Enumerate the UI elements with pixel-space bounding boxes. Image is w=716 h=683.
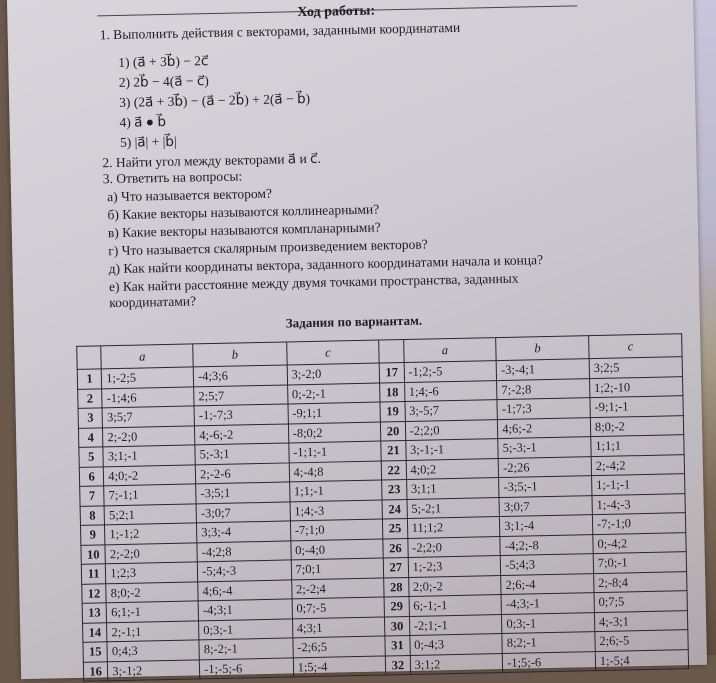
- vector-b: 2;-2-6: [195, 462, 289, 483]
- vector-b: 8;2;-1: [502, 632, 595, 653]
- vector-a: 1;-1;2: [105, 523, 197, 544]
- vector-a: 4;0;-2: [104, 464, 196, 485]
- worksheet-page: [7, 0, 707, 679]
- variant-number: 22: [381, 460, 406, 480]
- vector-b: -3;-4;1: [496, 359, 589, 380]
- variant-number: 32: [386, 655, 411, 675]
- vector-b: -1;5;-6: [502, 651, 595, 672]
- vector-a: -2;1;-1: [409, 614, 502, 635]
- question-v: в) Какие векторы называются компланарными?: [107, 219, 381, 241]
- vector-b: 4;6;-2: [498, 417, 591, 438]
- variant-number: 26: [383, 538, 408, 558]
- variant-number: 29: [384, 596, 409, 616]
- variant-number: 2: [78, 388, 103, 408]
- variant-number: 27: [384, 557, 409, 577]
- vector-b: -4;3;1: [198, 599, 292, 620]
- subtask-4: 4) a⃗ ● b⃗: [119, 113, 167, 130]
- vector-c: -2;6;5: [293, 636, 386, 657]
- vector-b: -4;2;-8: [500, 534, 593, 555]
- variant-number: 8: [80, 505, 105, 525]
- header-c: c⃗: [589, 334, 683, 359]
- variant-number: 31: [385, 635, 410, 655]
- variant-number: 10: [81, 544, 106, 564]
- vector-c: 1;-5;4: [595, 649, 689, 670]
- vector-c: 0;7;-5: [292, 597, 385, 618]
- vector-c: 1;1;-1: [289, 480, 382, 501]
- variant-number: 23: [382, 480, 407, 500]
- vector-b: -1;7;3: [497, 398, 590, 419]
- vector-b: -3;5;-1: [499, 476, 592, 497]
- vector-b: -1;-5;-6: [199, 657, 293, 678]
- variant-number: 28: [384, 577, 409, 597]
- vector-c: -1;1;-1: [288, 441, 381, 462]
- variant-number: 14: [83, 622, 108, 642]
- vector-c: 1;5;-4: [293, 655, 386, 676]
- vector-a: 5;2;1: [104, 503, 196, 524]
- subtask-2: 2) 2b⃗ − 4(a⃗ − c⃗): [118, 73, 209, 90]
- header-c: c⃗: [286, 340, 379, 365]
- header-b: b⃗: [496, 336, 589, 361]
- vector-c: 0;-2;-1: [287, 383, 380, 404]
- vector-a: 0;4;3: [107, 640, 199, 661]
- vector-c: -7;1;0: [290, 519, 383, 540]
- header-a: a⃗: [101, 344, 193, 369]
- variant-number: 18: [380, 382, 405, 402]
- variant-number: 15: [83, 642, 108, 662]
- vector-c: 7;0;1: [291, 558, 384, 579]
- vector-a: 6;-1;-1: [409, 595, 502, 616]
- task-1: 1. Выполнить действия с векторами, заданными координатами: [99, 19, 461, 43]
- vector-a: -2;2;0: [405, 419, 498, 440]
- vector-a: 1;4;-6: [404, 380, 497, 401]
- vector-b: -3;0;7: [196, 501, 290, 522]
- vector-a: 1;-2;5: [102, 367, 194, 388]
- variant-number: 12: [82, 583, 107, 603]
- vector-c: 3;2;5: [589, 357, 683, 378]
- vector-a: 3;1;1: [406, 478, 499, 499]
- header-number: [77, 346, 102, 370]
- vector-c: 1;-1;-1: [591, 474, 685, 495]
- vector-a: -1;4;6: [102, 386, 194, 407]
- header-number: [379, 340, 404, 364]
- vector-b: 5;-3;-1: [498, 437, 591, 458]
- variant-number: 19: [380, 402, 405, 422]
- vector-b: -4;2;8: [197, 540, 291, 561]
- question-e: е) Как найти расстояние между двумя точками пространства, заданных: [108, 270, 519, 295]
- vector-b: 7;-2;8: [497, 378, 590, 399]
- variant-number: 16: [83, 661, 108, 681]
- vector-b: -5;4;-3: [197, 560, 291, 581]
- vector-b: -4;3;-1: [501, 593, 594, 614]
- vector-b: 3;3;-4: [197, 521, 291, 542]
- vector-c: -8;0;2: [288, 422, 381, 443]
- vector-a: 3;-1;-1: [405, 439, 498, 460]
- vector-c: 4;3;1: [292, 616, 385, 637]
- vector-c: 2;-2;4: [291, 577, 384, 598]
- variant-number: 3: [78, 408, 103, 428]
- vector-c: 7;0;-1: [593, 552, 687, 573]
- vector-c: 0;-4;0: [290, 538, 383, 559]
- variant-number: 4: [78, 427, 103, 447]
- variant-number: 30: [385, 616, 410, 636]
- vector-a: 2;-1;1: [107, 620, 199, 641]
- vector-b: -3;5;1: [196, 482, 290, 503]
- vector-a: 7;-1;1: [104, 484, 196, 505]
- header-b: b⃗: [193, 342, 287, 367]
- vector-a: 2;-2;0: [103, 425, 195, 446]
- vector-a: 1;2;3: [106, 562, 198, 583]
- vector-a: 2;0;-2: [408, 575, 501, 596]
- question-b: б) Какие векторы называются коллинеарными?: [107, 201, 380, 223]
- question-e-cont: координатами?: [109, 293, 197, 311]
- variant-number: 24: [382, 499, 407, 519]
- task-2: 2. Найти угол между векторами a⃗ и c⃗.: [102, 150, 322, 171]
- vector-a: 1;-2;3: [408, 556, 501, 577]
- variant-number: 9: [80, 525, 105, 545]
- question-a: а) Что называется вектором?: [106, 185, 273, 205]
- vector-b: 2;6;-4: [501, 573, 594, 594]
- vector-a: 3;5;7: [102, 406, 194, 427]
- vector-b: 0;3;-1: [502, 612, 595, 633]
- subtask-1: 1) (a⃗ + 3b⃗) − 2c⃗: [118, 53, 209, 70]
- vector-b: 4;6;-4: [198, 579, 292, 600]
- vector-c: 0;7;5: [594, 591, 688, 612]
- vector-c: -7;-1;0: [592, 513, 686, 534]
- variants-table: [76, 333, 689, 682]
- vector-a: -2;2;0: [407, 536, 500, 557]
- question-g: г) Что называется скалярным произведением векторов?: [108, 236, 428, 259]
- vector-c: -9;1;1: [288, 402, 381, 423]
- vector-b: 3;1;-4: [500, 515, 593, 536]
- vector-c: 4;-3;1: [594, 610, 688, 631]
- subtask-5: 5) |a⃗| + |b⃗|: [119, 133, 177, 150]
- header-a: a⃗: [403, 338, 496, 363]
- vector-c: 1;4;-3: [290, 500, 383, 521]
- vector-a: 0;-4;3: [409, 634, 502, 655]
- variant-number: 20: [381, 421, 406, 441]
- vector-b: -5;4;3: [500, 554, 593, 575]
- vector-b: 8;-2;-1: [199, 638, 293, 659]
- vector-c: 2;-8;4: [593, 571, 687, 592]
- vector-a: 3;1;2: [410, 653, 503, 674]
- vector-b: -2;26: [498, 456, 591, 477]
- variants-title: Задания по вариантам.: [285, 312, 423, 331]
- vector-a: 3;-1;2: [108, 659, 200, 680]
- task-3: 3. Ответить на вопросы:: [102, 168, 243, 187]
- vector-c: 1;2;-10: [589, 376, 683, 397]
- vector-c: 2;-4;2: [591, 454, 685, 475]
- vector-a: 11;1;2: [407, 517, 500, 538]
- vector-b: 3;0;7: [499, 495, 592, 516]
- vector-c: -9;1;-1: [590, 396, 684, 417]
- page-title: Ход работы:: [297, 3, 376, 21]
- vector-c: 8;0;-2: [590, 415, 684, 436]
- variant-number: 13: [82, 603, 107, 623]
- question-d: д) Как найти координаты вектора, заданного координатами начала и конца?: [108, 252, 544, 277]
- vector-a: -1;2;-5: [404, 361, 497, 382]
- vector-a: 8;0;-2: [106, 581, 198, 602]
- vector-c: 3;-2;0: [287, 363, 380, 384]
- vector-c: 2;6;-5: [595, 630, 689, 651]
- variant-number: 5: [79, 447, 104, 467]
- vector-c: 1;-4;-3: [592, 493, 686, 514]
- vector-c: 0;-4;2: [593, 532, 687, 553]
- vector-a: 6;1;-1: [106, 601, 198, 622]
- variant-number: 1: [77, 369, 102, 389]
- vector-b: 5;-3;1: [195, 443, 289, 464]
- variant-number: 21: [381, 441, 406, 461]
- vector-c: 4;-4;8: [289, 461, 382, 482]
- vector-b: 0;3;-1: [199, 618, 293, 639]
- variant-number: 25: [383, 518, 408, 538]
- vector-a: 3;1;-1: [103, 445, 195, 466]
- vector-c: 1;1;1: [591, 435, 685, 456]
- variant-number: 17: [379, 363, 404, 383]
- subtask-3: 3) (2a⃗ + 3b⃗) − (a⃗ − 2b⃗) + 2(a⃗ − b⃗): [118, 90, 311, 110]
- variant-number: 11: [81, 564, 106, 584]
- vector-a: 2;-2;0: [105, 542, 197, 563]
- variant-number: 7: [80, 486, 105, 506]
- vector-b: -4;3;6: [193, 365, 287, 386]
- vector-a: 4;0;2: [406, 458, 499, 479]
- vector-b: 2;5;7: [194, 384, 288, 405]
- variant-number: 6: [79, 466, 104, 486]
- vector-a: 3;-5;7: [405, 400, 498, 421]
- vector-a: 5;-2;1: [407, 497, 500, 518]
- vector-b: 4;-6;-2: [195, 423, 289, 444]
- vector-b: -1;-7;3: [194, 404, 288, 425]
